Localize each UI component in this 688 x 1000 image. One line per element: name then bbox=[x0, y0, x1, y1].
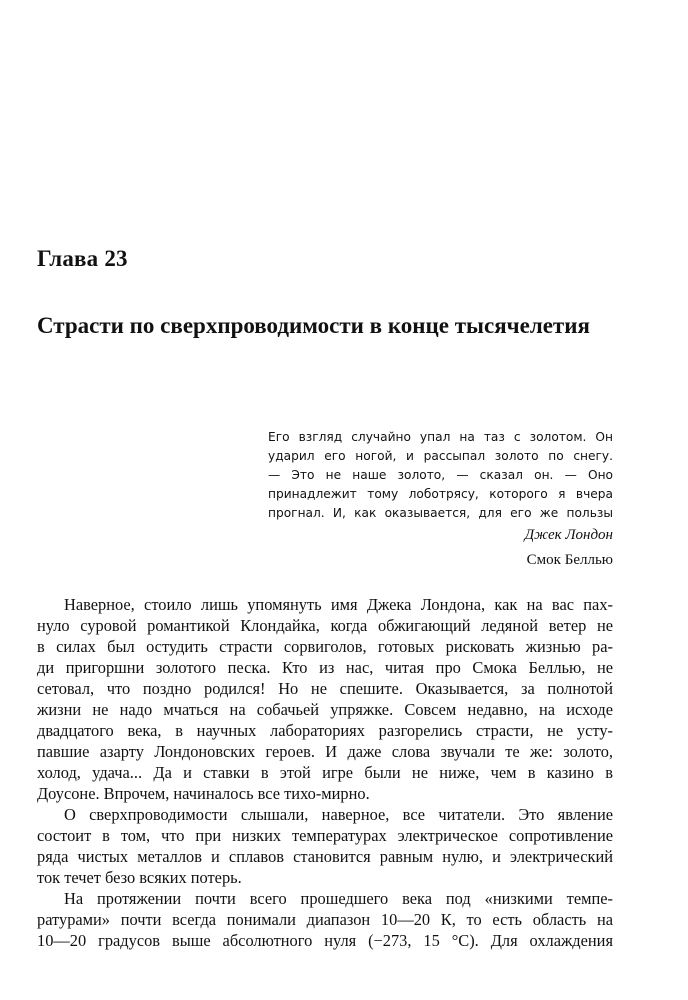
epigraph-line: ударил его ногой, и рассыпал золото по снегу. bbox=[268, 449, 613, 463]
text-line: ратурами» почти всегда понимали диапазон 10—20 К, то есть область на bbox=[37, 910, 613, 929]
text-line: сетовал, что поздно родился! Но не спешите. Оказывается, за полнотой bbox=[37, 679, 613, 698]
text-line: О сверхпроводимости слышали, наверное, все читатели. Это явление bbox=[64, 805, 613, 824]
epigraph bbox=[268, 428, 613, 523]
text-line: павшие азарту Лондоновских героев. И даже слова звучали те же: золото, bbox=[37, 742, 613, 761]
text-line: ток течет безо всяких потерь. bbox=[37, 868, 242, 887]
text-line: состоит в том, что при низких температурах электрическое сопротивление bbox=[37, 826, 613, 845]
text-line: На протяжении почти всего прошедшего века под «низкими темпе- bbox=[64, 889, 613, 908]
epigraph-line: прогнал. И, как оказывается, для его же пользы bbox=[268, 506, 613, 520]
epigraph-author: Джек Лондон bbox=[524, 527, 613, 543]
text-line: 10—20 градусов выше абсолютного нуля (−273, 15 °C). Для охлаждения bbox=[37, 931, 613, 950]
epigraph-line: — Это не наше золото, — сказал он. — Оно bbox=[268, 468, 613, 482]
epigraph-line: Его взгляд случайно упал на таз с золотом. Он bbox=[268, 430, 613, 444]
text-line: ди пригоршни золотого песка. Кто из нас, читая про Смока Беллью, не bbox=[37, 658, 613, 677]
text-line: Доусоне. Впрочем, начиналось все тихо-мирно. bbox=[37, 784, 370, 803]
text-line: в силах был остудить страсти сорвиголов, готовых рисковать жизнью ра- bbox=[37, 637, 613, 656]
text-line: ряда чистых металлов и сплавов становится равным нулю, и электрический bbox=[37, 847, 613, 866]
text-line: жизни не надо мчаться на собачьей упряжке. Совсем недавно, на исходе bbox=[37, 700, 613, 719]
text-line: нуло суровой романтикой Клондайка, когда обжигающий ледяной ветер не bbox=[37, 616, 613, 635]
text-line: холод, удача... Да и ставки в этой игре были не ниже, чем в казино в bbox=[37, 763, 613, 782]
text-line: двадцатого века, в научных лабораториях разгорелись страсти, не усту- bbox=[37, 721, 613, 740]
chapter-title: Страсти по сверхпроводимости в конце тысячелетия bbox=[37, 313, 590, 338]
epigraph-line: принадлежит тому лоботрясу, которого я вчера bbox=[268, 487, 613, 501]
chapter-number: Глава 23 bbox=[37, 246, 128, 271]
epigraph-source: Смок Беллью bbox=[526, 552, 613, 568]
body-text bbox=[37, 594, 613, 951]
text-line: Наверное, стоило лишь упомянуть имя Джека Лондона, как на вас пах- bbox=[64, 595, 613, 614]
